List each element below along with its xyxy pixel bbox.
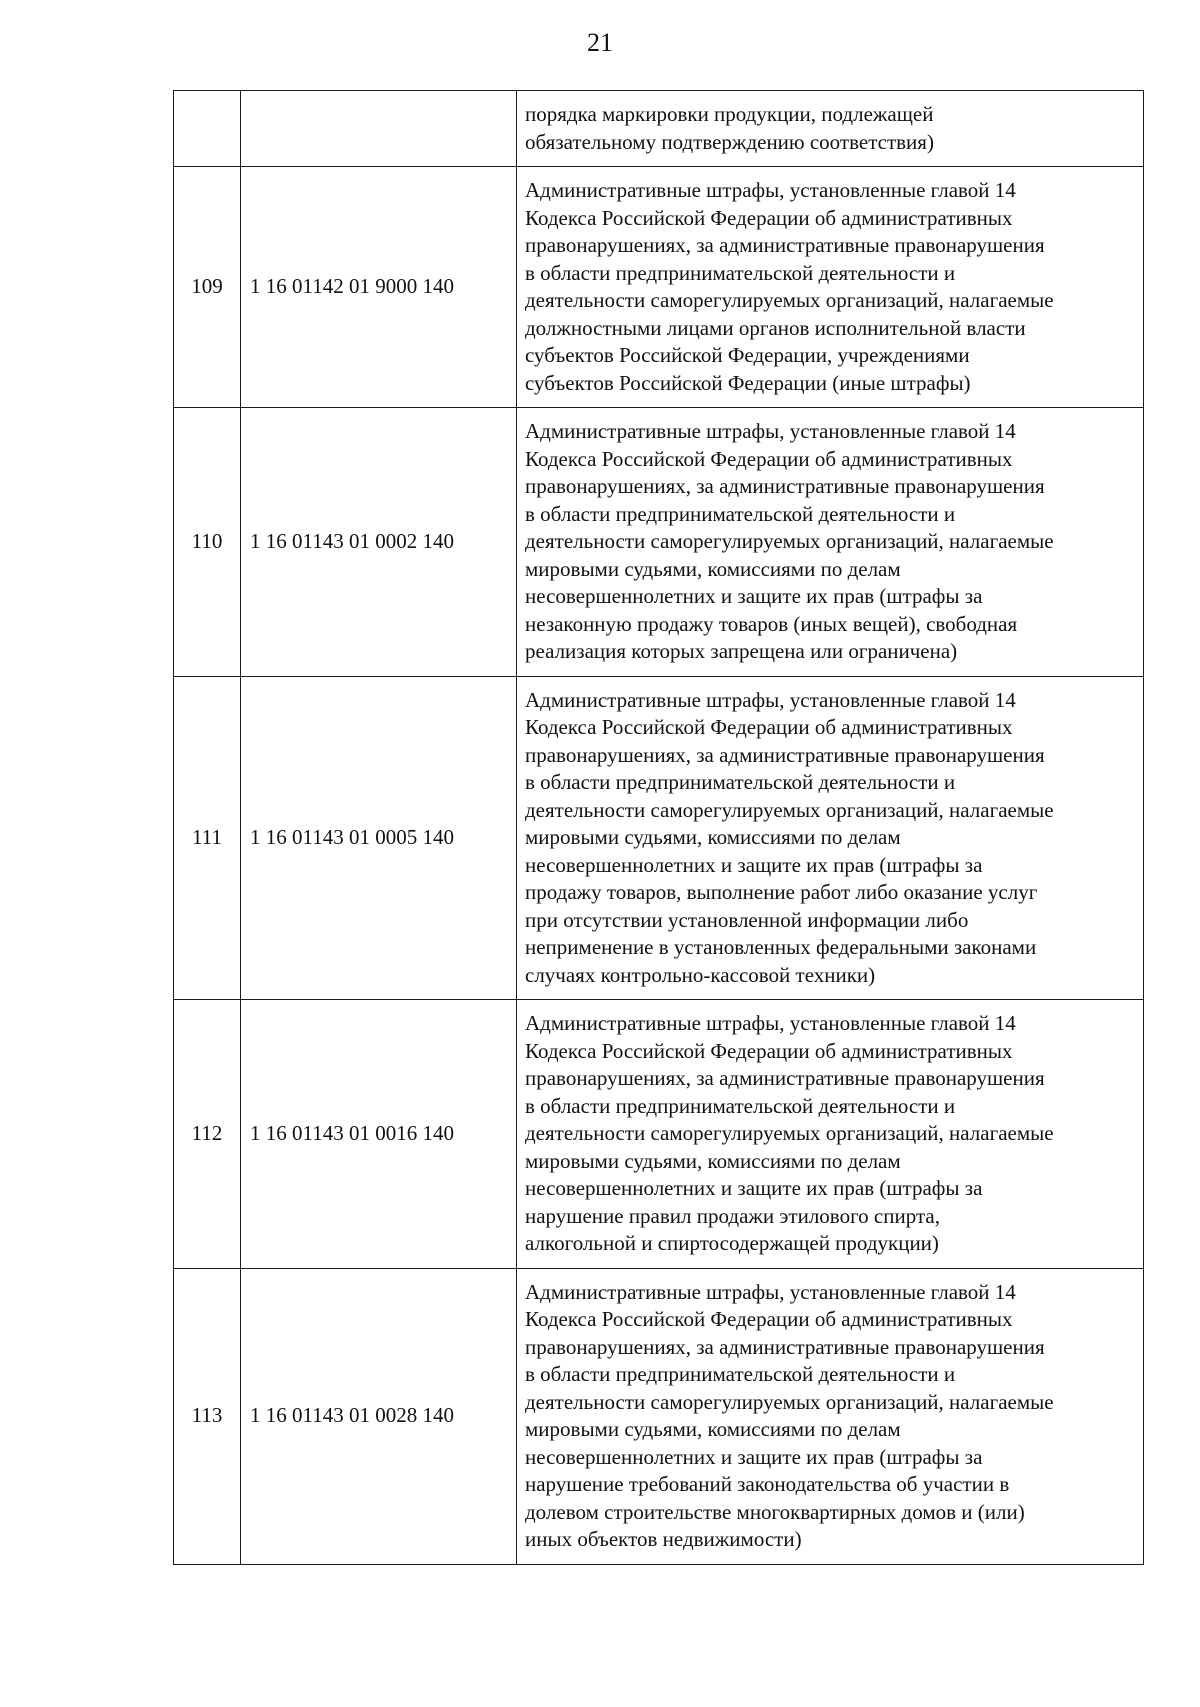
row-number-cell: 110 [174, 408, 241, 677]
table-row [174, 676, 1144, 1000]
row-number-cell [174, 91, 241, 167]
description-line: нарушение правил продажи этилового спирта, [525, 1203, 940, 1228]
description-line: правонарушениях, за административные правонарушения [525, 474, 1045, 498]
description-line: долевом строительстве многоквартирных домов и (или) [525, 1499, 1025, 1524]
description-line: деятельности саморегулируемых организаций, налагаемые [525, 529, 1054, 553]
budget-codes-table [173, 90, 1144, 1565]
description-line: мировыми судьями, комиссиями по делам [525, 556, 901, 581]
description-line: в области предпринимательской деятельности и [525, 260, 956, 285]
description-line: Кодекса Российской Федерации об административных [525, 715, 1013, 739]
description-line: должностными лицами органов исполнительной власти [525, 315, 1026, 340]
description-cell [517, 676, 1144, 1000]
budget-code-cell: 1 16 01143 01 0028 140 [241, 1268, 517, 1564]
description-line: алкогольной и спиртосодержащей продукции) [525, 1231, 939, 1255]
table-row [174, 1000, 1144, 1269]
budget-code-cell: 1 16 01142 01 9000 140 [241, 167, 517, 408]
description-line: правонарушениях, за административные правонарушения [525, 742, 1045, 767]
description-line: случаях контрольно-кассовой техники) [525, 962, 876, 987]
budget-code-cell: 1 16 01143 01 0005 140 [241, 676, 517, 1000]
table-row [174, 167, 1144, 408]
budget-code-cell [241, 91, 517, 167]
table-row [174, 1268, 1144, 1564]
description-line: правонарушениях, за административные правонарушения [525, 1066, 1045, 1090]
description-line: Административные штрафы, установленные главой 14 [525, 1011, 1016, 1035]
description-line: деятельности саморегулируемых организаций, налагаемые [525, 1389, 1054, 1414]
description-line: Кодекса Российской Федерации об административных [525, 1038, 1013, 1063]
table-row [174, 408, 1144, 677]
description-line: в области предпринимательской деятельности и [525, 1093, 956, 1118]
row-number-cell: 109 [174, 167, 241, 408]
page-number: 21 [587, 28, 613, 57]
description-line: в области предпринимательской деятельности и [525, 1362, 956, 1386]
description-line: субъектов Российской Федерации (иные штрафы) [525, 370, 971, 395]
description-cell [517, 408, 1144, 677]
description-line: порядка маркировки продукции, подлежащей [525, 102, 934, 126]
description-line: Административные штрафы, установленные главой 14 [525, 1279, 1016, 1304]
description-cell [517, 91, 1144, 167]
description-line: нарушение требований законодательства об участии в [525, 1472, 1010, 1496]
description-line: несовершеннолетних и защите их прав (штрафы за [525, 852, 983, 877]
description-line: правонарушениях, за административные правонарушения [525, 233, 1045, 257]
description-cell [517, 167, 1144, 408]
description-line: деятельности саморегулируемых организаций, налагаемые [525, 797, 1054, 822]
row-number-cell: 113 [174, 1268, 241, 1564]
description-cell [517, 1268, 1144, 1564]
description-line: в области предпринимательской деятельности и [525, 501, 956, 526]
description-line: субъектов Российской Федерации, учреждениями [525, 343, 970, 367]
budget-code-cell: 1 16 01143 01 0002 140 [241, 408, 517, 677]
table-body [174, 91, 1144, 1565]
description-line: обязательному подтверждению соответствия) [525, 129, 934, 154]
description-line: мировыми судьями, комиссиями по делам [525, 825, 901, 849]
description-line: несовершеннолетних и защите их прав (штрафы за [525, 1176, 983, 1200]
description-line: продажу товаров, выполнение работ либо оказание услуг [525, 880, 1038, 904]
row-number-cell: 111 [174, 676, 241, 1000]
description-line: иных объектов недвижимости) [525, 1527, 802, 1551]
description-line: при отсутствии установленной информации либо [525, 907, 969, 932]
description-line: Кодекса Российской Федерации об административных [525, 446, 1013, 471]
description-line: Административные штрафы, установленные главой 14 [525, 419, 1016, 443]
budget-code-cell: 1 16 01143 01 0016 140 [241, 1000, 517, 1269]
description-line: в области предпринимательской деятельности и [525, 770, 956, 794]
description-line: деятельности саморегулируемых организаций, налагаемые [525, 288, 1054, 312]
description-cell [517, 1000, 1144, 1269]
description-line: правонарушениях, за административные правонарушения [525, 1334, 1045, 1359]
description-line: мировыми судьями, комиссиями по делам [525, 1148, 901, 1173]
description-line: незаконную продажу товаров (иных вещей), свободная [525, 611, 1018, 636]
description-line: Административные штрафы, установленные главой 14 [525, 178, 1016, 202]
row-number-cell: 112 [174, 1000, 241, 1269]
description-line: Кодекса Российской Федерации об административных [525, 205, 1013, 230]
description-line: мировыми судьями, комиссиями по делам [525, 1417, 901, 1441]
description-line: неприменение в установленных федеральными законами [525, 935, 1037, 959]
description-line: Административные штрафы, установленные главой 14 [525, 687, 1016, 712]
description-line: деятельности саморегулируемых организаций, налагаемые [525, 1121, 1054, 1145]
description-line: Кодекса Российской Федерации об административных [525, 1307, 1013, 1331]
description-line: несовершеннолетних и защите их прав (штрафы за [525, 1444, 983, 1469]
table-row-continuation [174, 91, 1144, 167]
description-line: реализация которых запрещена или ограничена) [525, 639, 958, 663]
description-line: несовершеннолетних и защите их прав (штрафы за [525, 584, 983, 608]
